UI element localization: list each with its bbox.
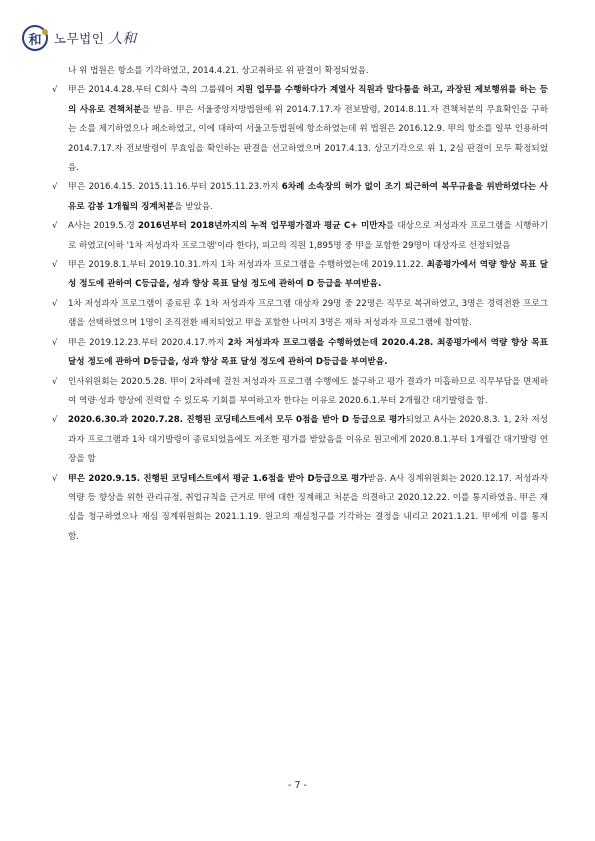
item-text: 받음. A사 징계위원회는 2020.12.17. 저성과자 역량 등 향상을 위한 관리규정, 취업규칙을 근거로 甲에 대한 징계해고 처분을 의결하고 2020.12.22. 이를 통지하였음. 甲은 재심을 청구하였으나 재심 징계위원회는 2021.1.19. 원고의 재심청구를 기각하는 결정을 내리고 2021.1.21. 甲에게 이를 통지함. bbox=[68, 473, 548, 542]
list-item bbox=[52, 470, 548, 548]
document-body bbox=[52, 62, 548, 547]
emphasized-text: 甲은 2020.9.15. 진행된 코딩테스트에서 평균 1.6점을 받아 D등급으로 평가 bbox=[68, 473, 368, 484]
item-text: 甲은 2016.4.15. 2015.11.16.부터 2015.11.23.까지 bbox=[68, 182, 282, 193]
emphasized-text: 최종평가에서 역량 향상 목표 달성 정도에 관하여 C등급을, 성과 향상 목표 달성 정도에 관하여 D 등급을 부여받음. bbox=[68, 260, 549, 290]
check-mark-icon: √ bbox=[52, 473, 58, 484]
item-text: 를 대상으로 저성과자 프로그램을 시행하기로 하였고(이하 '1차 저성과자 프로그램'이라 한다), 피고의 직원 1,895명 중 甲을 포함한 29명이 대상자로 선정되었음 bbox=[68, 221, 548, 251]
logo-mark: 和 bbox=[28, 32, 42, 48]
check-mark-icon: √ bbox=[52, 85, 58, 96]
list-item bbox=[52, 217, 548, 256]
list-item bbox=[52, 256, 548, 295]
list-item bbox=[52, 373, 548, 412]
check-mark-icon: √ bbox=[52, 298, 58, 309]
continuation-paragraph: 나 위 법원은 항소를 기각하였고, 2014.4.21. 상고취하로 위 판결이 확정되었음. bbox=[68, 66, 369, 76]
firm-hanja: 人和 bbox=[108, 31, 137, 47]
check-mark-icon: √ bbox=[52, 337, 58, 348]
list-item bbox=[52, 178, 548, 217]
list-item bbox=[52, 334, 548, 373]
check-mark-icon: √ bbox=[52, 415, 58, 426]
emphasized-text: 2차 저성과자 프로그램을 수행하였는데 2020.4.28. 최종평가에서 역량 향상 목표 달성 정도에 관하여 D등급을, 성과 향상 목표 달성 정도에 관하여 D등급을 부여받음. bbox=[68, 337, 548, 368]
item-text: 甲은 2019.8.1.부터 2019.10.31.까지 1차 저성과자 프로그램을 수행하였는데 2019.11.22. bbox=[68, 260, 427, 271]
emphasized-text: 2020.6.30.과 2020.7.28. 진행된 코딩테스트에서 모두 0점을 받아 D 등급으로 평가 bbox=[68, 415, 406, 426]
item-text: A사는 2019.5.경 bbox=[68, 221, 138, 232]
page-number: - 7 - bbox=[288, 780, 307, 791]
item-text: 을 받았음. bbox=[174, 201, 213, 212]
item-text: 甲은 2019.12.23.부터 2020.4.17.까지 bbox=[68, 337, 228, 348]
item-list bbox=[52, 81, 548, 547]
check-mark-icon: √ bbox=[52, 221, 58, 232]
check-mark-icon: √ bbox=[52, 260, 58, 271]
list-item bbox=[52, 411, 548, 469]
emphasized-text: 지원 업무를 수행하다가 계열사 직원과 말다툼을 하고, 과장된 제보행위를 하는 등의 사유로 견책처분 bbox=[68, 85, 548, 115]
item-text: 되었고 A사는 2020.8.3. 1, 2차 저성과자 프로그램과 1차 대기발령이 종료되었음에도 저조한 평가를 받았음을 이유로 원고에게 2020.8.1.부터 1개월간 대기발령 연장을 함 bbox=[68, 415, 548, 465]
item-text: 을 받음. 甲은 서울중앙지방법원에 위 2014.7.17.자 전보발령, 2014.8.11.자 견책처분의 무효확인을 구하는 소를 제기하였으나 패소하였고, 이에 대하여 서울고등법원에 항소하였는데 위 법원은 2016.12.9. 甲의 항소를 일부 인용하여 2014.7.17.자 전보발령이 무효임을 확인하는 판결을 선고하였으며 2017.4.13. 상고기각으로 위 1, 2심 판결이 모두 확정되었음. bbox=[68, 104, 548, 174]
list-item bbox=[52, 81, 548, 178]
check-mark-icon: √ bbox=[52, 182, 58, 193]
item-text: 甲은 2014.4.28.부터 C회사 측의 그룹웨어 bbox=[68, 85, 237, 96]
logo-dot bbox=[42, 29, 48, 35]
list-item bbox=[52, 295, 548, 334]
emphasized-text: 2016년부터 2018년까지의 누적 업무평가결과 평균 C+ 미만자 bbox=[137, 221, 386, 232]
item-text: 인사위원회는 2020.5.28. 甲이 2차례에 걸친 저성과자 프로그램 수행에도 불구하고 평가 결과가 미흡하므로 직무부담을 면제하여 역량·성과 향상에 진력할 수 있도록 기회를 부여하고자 한다는 이유로 2020.6.1.부터 2개월간 대기발령을 함. bbox=[68, 376, 548, 406]
firm-name: 노무법인 bbox=[54, 31, 105, 46]
item-text: 1차 저성과자 프로그램이 종료된 후 1차 저성과자 프로그램 대상자 29명 중 22명은 직무로 복귀하였고, 3명은 경력전환 프로그램을 선택하였으며 1명이 조직전환 배치되었고 甲을 포함한 나머지 3명은 재차 저성과자 프로그램에 참여함. bbox=[68, 298, 548, 329]
emphasized-text: 6차례 소속장의 허가 없이 조기 퇴근하여 복무규율을 위반하였다는 사유로 감봉 1개월의 징계처분 bbox=[68, 182, 548, 212]
check-mark-icon: √ bbox=[52, 376, 58, 387]
firm-logo-icon bbox=[22, 25, 48, 51]
page-header bbox=[22, 24, 136, 52]
